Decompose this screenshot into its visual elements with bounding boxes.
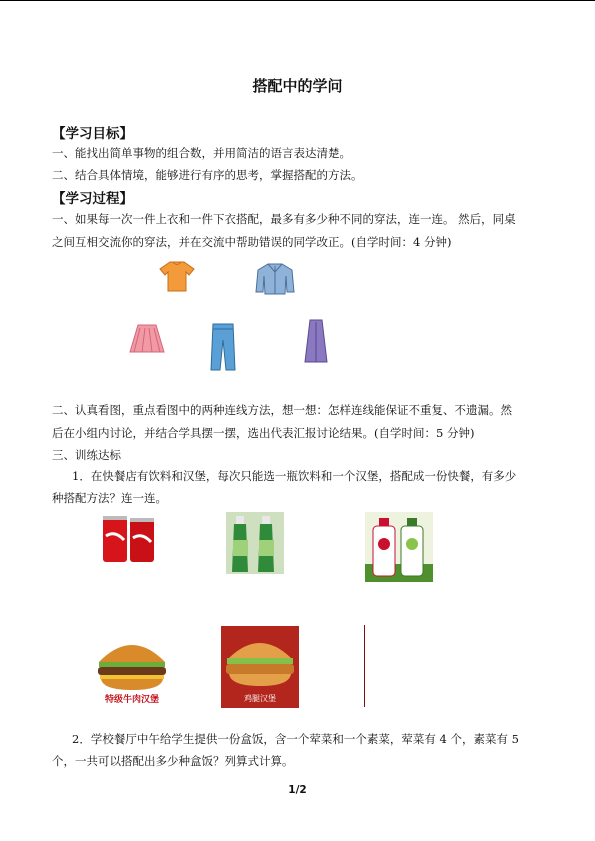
beef-burger-image [95,632,169,706]
ex2-line-1: 2．学校餐厅中午给学生提供一份盒饭，含一个荤菜和一个素菜，荤菜有 4 个，素菜有 5 [72,732,519,746]
green-tea-bottles-image [226,512,284,574]
image-placeholder-line [364,625,365,707]
page-title: 搭配中的学问 [252,77,343,95]
page-number: 1/2 [288,784,307,796]
q2-line-1: 二、认真看图，重点看图中的两种连线方法，想一想：怎样连线能保证不重复、不遗漏。然 [52,403,512,417]
ex1-line-1: 1．在快餐店有饮料和汉堡，每次只能选一瓶饮料和一个汉堡，搭配成一份快餐，有多少 [72,469,517,483]
header-rule [0,0,595,1]
q1-line-1: 一、如果每一次一件上衣和一件下衣搭配，最多有多少种不同的穿法，连一连。 然后，同桌 [52,212,516,226]
cola-cans-image [100,510,158,566]
q1-line-2: 之间互相交流你的穿法，并在交流中帮助错误的同学改正。(自学时间：4 分钟) [52,235,452,249]
q2-line-2: 后在小组内讨论，并结合学具摆一摆，选出代表汇报讨论结果。(自学时间：5 分钟) [52,426,475,440]
burger1-caption: 特级牛肉汉堡 [104,695,160,705]
goal-line-1: 一、能找出简单事物的组合数，并用简洁的语言表达清楚。 [52,146,351,160]
section-heading-process: 【学习过程】 [52,191,133,207]
orange-tshirt-image [158,259,196,293]
pink-skirt-image [128,322,166,356]
blue-jeans-image [208,322,238,372]
ex2-line-2: 个，一共可以搭配出多少种盒饭？列算式计算。 [52,754,294,768]
denim-jacket-image [254,262,296,296]
goal-line-2: 二、结合具体情境，能够进行有序的思考，掌握搭配的方法。 [52,168,363,182]
ex1-line-2: 种搭配方法？连一连。 [52,491,167,505]
purple-long-skirt-image [303,318,329,364]
chicken-burger-image [221,626,299,708]
q3-title: 三、训练达标 [52,448,121,462]
burger2-caption: 鸡腿汉堡 [244,694,276,703]
yogurt-drinks-image [365,512,433,582]
section-heading-goals: 【学习目标】 [52,126,133,142]
